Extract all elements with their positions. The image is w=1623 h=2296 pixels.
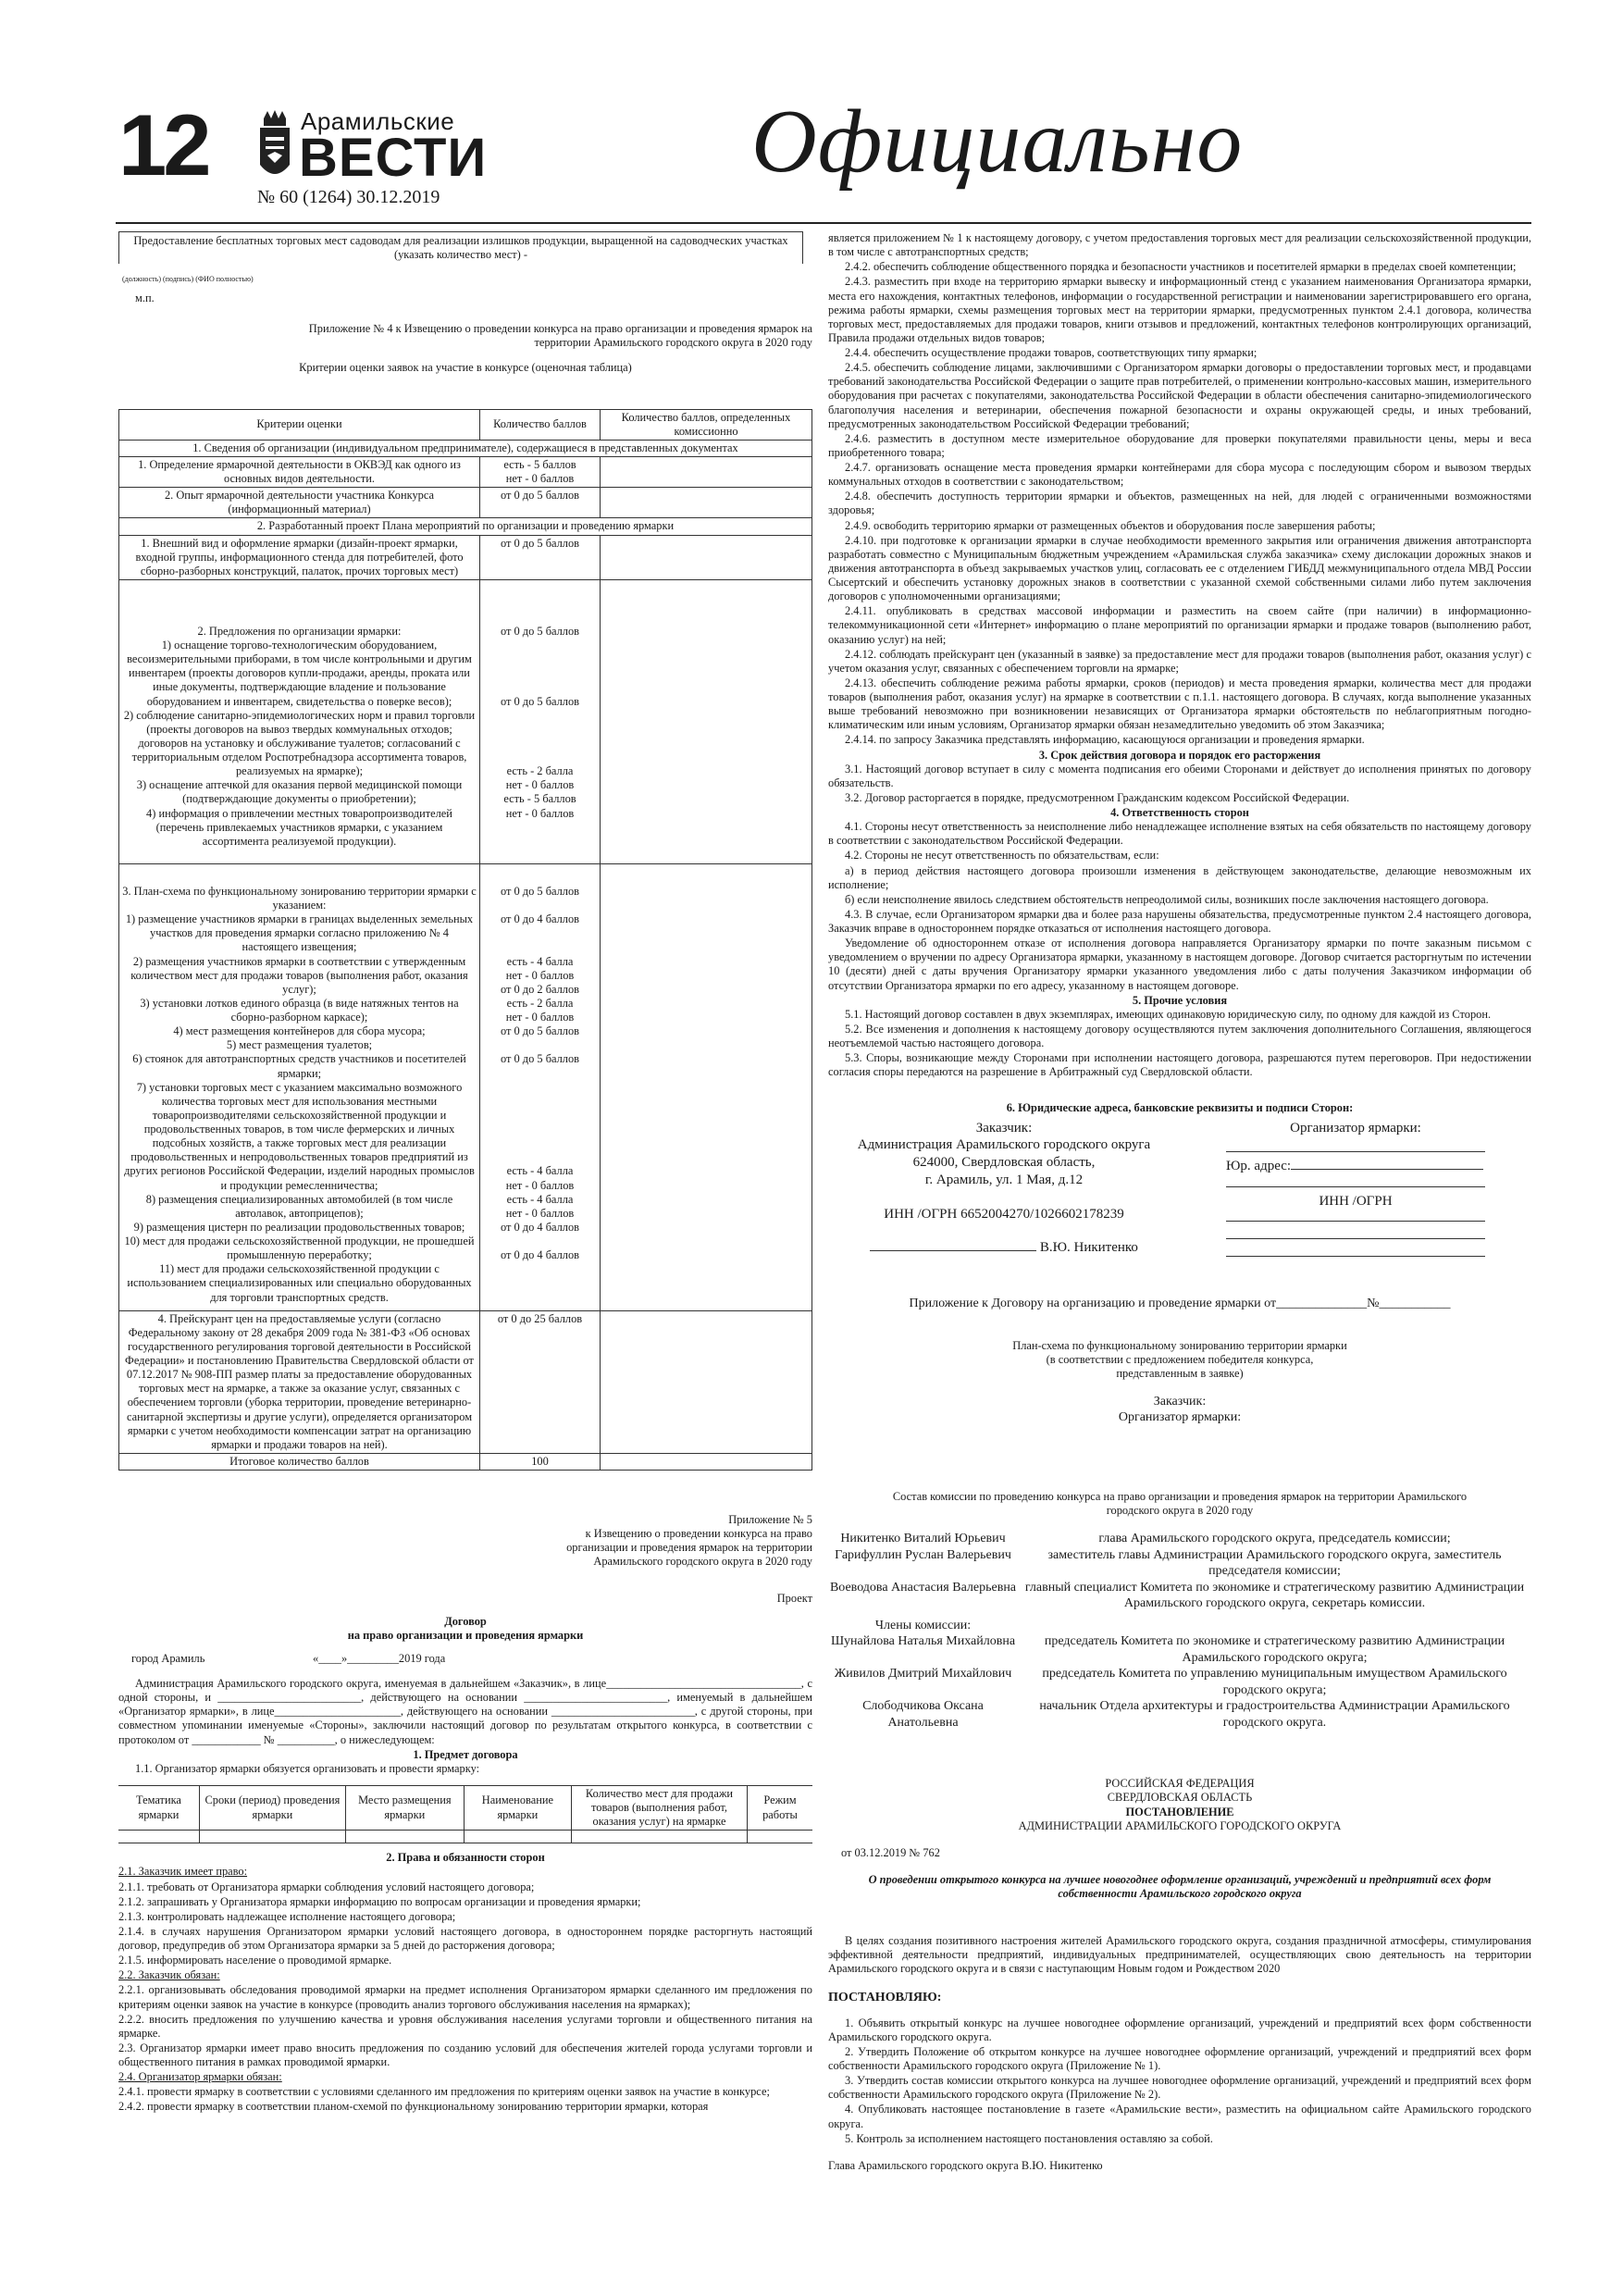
table-cell: 1. Сведения об организации (индивидуальном предпринимателе), содержащиеся в представленных документах (119, 440, 812, 456)
decree-region: СВЕРДЛОВСКАЯ ОБЛАСТЬ (1107, 1791, 1253, 1805)
customer-address-2: г. Арамиль, ул. 1 Мая, д.12 (924, 1172, 1084, 1187)
table-header-cell: Тематика ярмарки (118, 1785, 199, 1830)
table-row (119, 1310, 812, 1453)
table-cell: 100 (480, 1453, 601, 1470)
clause-1-1: 1.1. Организатор ярмарки обязуется организовать и провести ярмарку: (135, 1761, 480, 1775)
customer-label: Заказчик: (975, 1120, 1033, 1136)
table-header-cell: Количество мест для продажи товаров (выполнения работ, оказания услуг) на ярмарке (571, 1785, 747, 1830)
clause-2-4-6: 2.4.6. разместить в доступном месте измерительное оборудование для проверки покупателями правильности цены, меры и веса приобретенного товара; (828, 431, 1531, 459)
annex4-heading: Приложение № 4 к Извещению о проведении конкурса на право организации и проведения ярмарок на территории Арамильского городского округа в 2020 году (308, 322, 812, 350)
plan-organizer-label: Организатор ярмарки: (1118, 1410, 1242, 1425)
annex5-heading: Приложение № 5 к Извещению о проведении конкурса на право организации и проведения ярмарок на территории Арамильского городского округа в 2020 году (566, 1513, 812, 1569)
page-number: 12 (118, 96, 208, 193)
intro-box (118, 231, 803, 264)
list-item (828, 1698, 1531, 1731)
clause-2-4-2b: 2.4.2. обеспечить соблюдение общественного порядка и безопасности участников и посетителей ярмарки в пределах своей компетенции; (845, 260, 1517, 274)
list-item (828, 1531, 1531, 1547)
table-cell: от 0 до 25 баллов (480, 1310, 601, 1453)
decree-item-1: 1. Объявить открытый конкурс на лучшее новогоднее оформление организаций, учреждений и предприятий всех форм собственности Арамильского городского округа. (828, 2016, 1531, 2043)
clause-2-4-14: 2.4.14. по запросу Заказчика представлять информацию, касающуюся организации и проведения ярмарки. (845, 733, 1365, 747)
clause-2-1-3: 2.1.3. контролировать надлежащее исполнение настоящего договора; (118, 1909, 456, 1923)
decree-item-2: 2. Утвердить Положение об открытом конкурсе на лучшее новогоднее оформление организаций, учреждений и предприятий всех форм собственности Арамильского городского округа (Приложение № 1). (828, 2044, 1531, 2073)
plan-customer-label: Заказчик: (1153, 1394, 1207, 1409)
member-role: начальник Отдела архитектуры и градостроительства Администрации Арамильского городского округа. (1039, 1699, 1510, 1730)
table-header-cell: Наименование ярмарки (464, 1785, 571, 1830)
table-header-cell: Количество баллов, определенных комиссионно (601, 409, 812, 440)
contract-preamble: Администрация Арамильского городского округа, именуемая в дальнейшем «Заказчик», в лице__________________________________, с одной стороны, и _________________________, действующего на основании _________________________, именуемый в дальнейшем «Организатор ярмарки», в лице______________________, действующего на основании _________________________, с другой стороны, при совместном упоминании именуемые «Стороны», заключили настоящий договор по результатам открытого конкурса, в соответствии с протоколом от ____________ № __________, о нижеследующем: (118, 1677, 812, 1746)
member-name: Слободчикова Оксана Анатольевна (862, 1699, 984, 1730)
member-name: Шунайлова Наталья Михайловна (830, 1634, 1016, 1649)
right-column (828, 231, 1531, 2173)
table-cell: есть - 5 баллов нет - 0 баллов (480, 456, 601, 487)
customer-requisites (828, 1120, 1180, 1262)
decree-resolve: ПОСТАНОВЛЯЮ: (828, 1990, 942, 2004)
draft-label: Проект (776, 1591, 812, 1605)
table-row (119, 579, 812, 863)
table-header-cell: Сроки (период) проведения ярмарки (199, 1785, 345, 1830)
section-6-heading: 6. Юридические адреса, банковские реквизиты и подписи Сторон: (1006, 1101, 1354, 1115)
clause-2-4-3: 2.4.3. разместить при входе на территорию ярмарки вывеску и информационный стенд с указанием наименования Организатора ярмарки, места его нахождения, контактных телефонов, информации о государственной регистрации и наименовании зарегистрировавшего его органа, режима работы ярмарки, схемы размещения торговых мест на территории ярмарки, предусмотренных пунктом 2.4.1 договора, количества торговых мест, предоставляемых для продажи товаров, книги отзывов и предложений, контактных телефонов контролирующих организаций, Правила продажи отдельных видов товаров; (828, 275, 1531, 344)
left-column (118, 231, 812, 2116)
organizer-label: Организатор ярмарки: (1290, 1120, 1421, 1136)
table-cell: от 0 до 5 баллов (480, 535, 601, 579)
table-header-cell: Место размещения ярмарки (345, 1785, 464, 1830)
clause-2-3: 2.3. Организатор ярмарки имеет право вносить предложения по созданию условий для обеспечения жителей города услугами торговли и общественного питания в рамках проводимой ярмарки. (118, 2041, 812, 2068)
decree-item-5: 5. Контроль за исполнением настоящего постановления оставляю за собой. (845, 2131, 1213, 2145)
city-date-row (118, 1652, 812, 1666)
plan-scheme-title: План-схема по функциональному зонированию территории ярмарки (в соответствии с предложением победителя конкурса, представленным в заявке) (1012, 1338, 1347, 1380)
member-role: председатель Комитета по экономике и стратегическому развитию Администрации Арамильского городского округа; (1044, 1634, 1505, 1665)
clause-2-1-4: 2.1.4. в случаях нарушения Организатором ярмарки условий настоящего договора, в одностороннем порядке расторгнуть настоящий договор, предупредив об этом Организатора ярмарки за 5 дней до расторжения договора; (118, 1924, 812, 1952)
clause-4-2: 4.2. Стороны не несут ответственность по обязательствам, если: (845, 849, 1159, 863)
table-row (118, 1831, 812, 1843)
clause-2-2: 2.2. Заказчик обязан: (118, 1968, 220, 1982)
requisites (828, 1120, 1531, 1262)
clause-2-4-7: 2.4.7. организовать оснащение места проведения ярмарки контейнерами для сбора мусора с последующим сбором и вывозом твердых коммунальных отходов в соответствии с законодательством; (828, 461, 1531, 489)
intro-text: Предоставление бесплатных торговых мест садоводам для реализации излишков продукции, выращенной на садоводческих участках (указать количество мест) - (133, 234, 788, 262)
table-cell: Итоговое количество баллов (119, 1453, 480, 1470)
decree-type: ПОСТАНОВЛЕНИЕ (1125, 1805, 1234, 1818)
decree-date: от 03.12.2019 № 762 (841, 1845, 940, 1859)
list-item (828, 1547, 1531, 1580)
clause-4-2-a: а) в период действия настоящего договора произошли изменения в действующем законодательстве, делающие невозможным их исполнение; (828, 863, 1531, 891)
clause-4-1: 4.1. Стороны несут ответственность за неисполнение либо ненадлежащее исполнение взятых на себя обязательств по настоящему договору в соответствии с законодательством Российской Федерации. (828, 820, 1531, 848)
commission-title: Состав комиссии по проведению конкурса на право организации и проведения ярмарок на территории Арамильского городского округа в 2020 году (892, 1490, 1468, 1518)
city: город Арамиль (131, 1651, 205, 1665)
table-row (119, 863, 812, 1310)
clause-2-4-9: 2.4.9. освободить территорию ярмарки от размещенных объектов и оборудования после завершения работы; (845, 518, 1376, 532)
logo-main-text: ВЕСТИ (299, 128, 488, 188)
decree-country: РОССИЙСКАЯ ФЕДЕРАЦИЯ (1105, 1777, 1255, 1791)
table-cell: 3. План-схема по функциональному зонированию территории ярмарки с указанием: 1) размещение участников ярмарки в границах выделенных земельных участков для проведения ярмарки согласно приложению № 4 настоящего извещения; 2) размещения участников ярмарки в соответствии с утвержденным количеством мест для продажи товаров (выполнения работ, оказания услуг); 3) установки лотков единого образца (в виде натяжных тентов на сборно-разборном каркасе); 4) мест размещения контейнеров для сбора мусора; 5) мест размещения туалетов; 6) стоянок для автотранспортных средств участников и посетителей ярмарки; 7) установки торговых мест с указанием максимально возможного количества торговых мест для использования местными товаропроизводителями сельскохозяйственной продукции и продовольственных товаров, в том числе фермерских и личных подсобных хозяйств, а также торговых мест для реализации продовольственных и непродовольственных товаров предприятий из других регионов Российской Федерации, изделий народных промыслов и продукции ремесленничества; 8) размещения специализированных автомобилей (в том числе автолавок, автоприцепов); 9) размещения цистерн по реализации продовольственных товаров; 10) мест для продажи сельскохозяйственной продукции, не прошедшей промышленную переработку; 11) мест для продажи сельскохозяйственной продукции с использованием специализированных или специально оборудованных для торговли транспортных средств. (119, 863, 480, 1310)
customer-address-1: 624000, Свердловская область, (912, 1155, 1096, 1170)
member-role: председатель Комитета по управлению муниципальным имуществом Арамильского городского округа; (1042, 1667, 1507, 1697)
clause-2-4-4: 2.4.4. обеспечить осуществление продажи товаров, соответствующих типу ярмарки; (845, 346, 1258, 359)
table-cell: 2. Предложения по организации ярмарки: 1) оснащение торгово-технологическим оборудованием, весоизмерительными приборами, в том числе контрольными и другим инвентарем (проекты договоров купли-продажи, аренды, проката или иные документы, подтверждающие владение и пользование оборудованием и инвентарем, свидетельства о поверке весов); 2) соблюдение санитарно-эпидемиологических норм и правил торговли (проекты договоров на вывоз твердых коммунальных отходов; договоров на установку и обслуживание туалетов; согласований с территориальным отделом Роспотребнадзора ассортимента товаров, реализуемых на ярмарке); 3) оснащение аптечкой для оказания первой медицинской помощи (подтверждающие документы о приобретении); 4) информация о привлечении местных товаропроизводителей (перечень привлекаемых участников ярмарки, с указанием ассортимента реализуемой продукции). (119, 579, 480, 863)
member-role: глава Арамильского городского округа, председатель комиссии; (1098, 1532, 1451, 1546)
section-2-heading: 2. Права и обязанности сторон (386, 1851, 545, 1865)
decree-item-3: 3. Утвердить состав комиссии открытого конкурса на лучшее новогоднее оформление организаций, учреждений и предприятий всех форм собственности Арамильского городского округа (Приложение № 2). (828, 2074, 1531, 2102)
contract-appendix-line: Приложение к Договору на организацию и проведение ярмарки от______________№___________ (909, 1296, 1451, 1310)
clause-2-1-5: 2.1.5. информировать население о проводимой ярмарке. (118, 1954, 392, 1967)
table-cell: 1. Определение ярмарочной деятельности в ОКВЭД как одного из основных видов деятельности. (119, 456, 480, 487)
table-row (119, 488, 812, 518)
clause-2-4-2: 2.4.2. провести ярмарку в соответствии планом-схемой по функциональному зонированию территории ярмарки, которая (118, 2100, 709, 2114)
customer-signatory: В.Ю. Никитенко (1039, 1240, 1138, 1256)
decree-issuer: АДМИНИСТРАЦИИ АРАМИЛЬСКОГО ГОРОДСКОГО ОКРУГА (1018, 1818, 1342, 1832)
table-section-row (119, 518, 812, 535)
customer-signature (828, 1239, 1180, 1257)
table-cell: от 0 до 5 баллов от 0 до 5 баллов есть - 2 балла нет - 0 баллов есть - 5 баллов нет - 0 баллов (480, 579, 601, 863)
table-header-cell: Критерии оценки (119, 409, 480, 440)
clause-2-4-1: 2.4.1. провести ярмарку в соответствии с условиями сделанного им предложения по критериям оценки заявок на участие в конкурсе; (118, 2085, 770, 2099)
contract-date: «____»_________2019 года (313, 1651, 446, 1665)
list-item (828, 1580, 1531, 1612)
criteria-table-title: Критерии оценки заявок на участие в конкурсе (оценочная таблица) (299, 361, 632, 375)
table-row (119, 456, 812, 487)
fair-details-table (118, 1785, 812, 1843)
clause-5-1: 5.1. Настоящий договор составлен в двух экземплярах, имеющих одинаковую юридическую силу, по одному для каждой из Сторон. (845, 1007, 1492, 1021)
clause-4-4: Уведомление об одностороннем отказе от исполнения договора направляется Организатору ярмарки по почте заказным письмом с уведомлением о вручении по адресу Организатора ярмарки, указанному в настоящем договоре. Договор считается расторгнутым по истечении 10 (десяти) дней с даты вручения Организатору ярмарки указанного уведомления либо с даты получения Заказчиком информации об отсутствии Организатора ярмарки по его адресу, указанному в настоящем договоре. (828, 937, 1531, 992)
clause-5-3: 5.3. Споры, возникающие между Сторонами при исполнении настоящего договора, разрешаются путем переговоров. При недостижении согласия споры передаются на разрешение в Арбитражный суд Свердловской области. (828, 1051, 1531, 1079)
clause-2-4-13: 2.4.13. обеспечить соблюдение режима работы ярмарки, сроков (периодов) и места проведения ярмарки, количества мест для продажи товаров (выполнения работ, оказания услуг) на ярмарке в соответствии с п.1.1. настоящего договора. В случаях, когда выполнение указанных выше требований невозможно при возникновении независящих от Организатора ярмарки обстоятельств по неблагоприятным погодно-климатическим или иным условиям, Организатор ярмарки обязан незамедлительно уведомить об этом Заказчика; (828, 676, 1531, 732)
clause-cont: является приложением № 1 к настоящему договору, с учетом предоставления торговых мест для реализации сельскохозяйственной продукции, в том числе с автотранспортных средств; (828, 231, 1531, 259)
clause-2-1-1: 2.1.1. требовать от Организатора ярмарки соблюдения условий настоящего договора; (118, 1880, 535, 1893)
issue-number: № 60 (1264) 30.12.2019 (257, 187, 440, 207)
decree-intro: В целях создания позитивного настроения жителей Арамильского городского округа, создания праздничной атмосферы, стимулирования эффективной деятельности предприятий, индивидуальных предпринимателей, осуществляющих свою деятельность на территории Арамильского городского округа и в связи с наступающим Новым годом и Рождеством 2020 (828, 1934, 1531, 1976)
decree-signature: Глава Арамильского городского округа В.Ю. Никитенко (828, 2158, 1103, 2172)
organizer-requisites (1180, 1120, 1531, 1262)
header-rule (116, 222, 1531, 224)
clause-5-2: 5.2. Все изменения и дополнения к настоящему договору осуществляются путем заключения дополнительного Соглашения, являющегося неотъемлемой частью настоящего договора. (828, 1022, 1531, 1049)
decree-title: О проведении открытого конкурса на лучшее новогоднее оформление организаций, учреждений и предприятий всех форм собственности Арамильского городского округа (868, 1872, 1492, 1901)
table-header-row (118, 1785, 812, 1830)
table-row (119, 535, 812, 579)
customer-name: Администрация Арамильского городского округа (857, 1137, 1151, 1153)
section-3-heading: 3. Срок действия договора и порядок его расторжения (1038, 748, 1321, 762)
table-cell: от 0 до 5 баллов (480, 488, 601, 518)
list-item (828, 1633, 1531, 1666)
customer-inn: ИНН /ОГРН 6652004270/1026602178239 (884, 1206, 1124, 1222)
table-header-cell: Режим работы (747, 1785, 812, 1830)
clause-4-2-b: б) если неисполнение явилось следствием обстоятельств непреодолимой силы, возникших после заключения настоящего договора. (845, 892, 1489, 906)
clause-2-4-8: 2.4.8. обеспечить доступность территории ярмарки и объектов, размещенных на ней, для людей с ограниченными возможностями здоровья; (828, 490, 1531, 517)
table-cell: от 0 до 5 баллов от 0 до 4 баллов есть - 4 балла нет - 0 баллов от 0 до 2 баллов есть - 2 балла нет - 0 баллов от 0 до 5 баллов от 0 до 5 баллов есть - 4 балла нет - 0 баллов есть - 4 балла нет - 0 баллов от 0 до 4 баллов от 0 до 4 баллов (480, 863, 601, 1310)
member-name: Гарифуллин Руслан Валерьевич (835, 1547, 1011, 1562)
member-name: Никитенко Виталий Юрьевич (840, 1532, 1006, 1546)
organizer-inn: ИНН /ОГРН (1319, 1193, 1393, 1209)
table-cell: 2. Разработанный проект Плана мероприятий по организации и проведению ярмарки (119, 518, 812, 535)
criteria-table (118, 409, 812, 1471)
commission-list (828, 1531, 1531, 1731)
logo-top-text: Арамильские (301, 107, 455, 135)
section-4-heading: 4. Ответственность сторон (1110, 806, 1249, 819)
clause-2-4-10: 2.4.10. при подготовке к организации ярмарки в случае необходимости временного закрытия или ограничения движения автотранспорта разработать совместно с Муниципальным бюджетным учреждением «Арамильская служба заказчика» схему дислокации дорожных знаков и движения автотранспорта в объезд закрываемых участков улиц, согласовать ее с отделением ГИБДД межмуниципального отдела МВД России Сысертский и обеспечить установку дорожных знаков в соответствии с указанной схемой собственными силами либо путем заключения договоров с уполномоченными организациями; (828, 533, 1531, 603)
contract-title: Договор на право организации и проведения ярмарки (347, 1614, 584, 1642)
clause-2-1-2: 2.1.2. запрашивать у Организатора ярмарки информацию по вопросам организации и проведения ярмарки; (118, 1894, 641, 1908)
member-name: Живилов Дмитрий Михайлович (834, 1667, 1012, 1682)
table-header-cell: Количество баллов (480, 409, 601, 440)
clause-2-4-5: 2.4.5. обеспечить соблюдение лицами, заключившими с Организатором ярмарки договоры о предоставлении торговых мест, и продавцами требований законодательства Российской Федерации о защите прав потребителей, о применении контрольно-кассовых машин, измерительного оборудования при расчетах с покупателями, законодательства Российской Федерации в области обеспечения санитарно-эпидемиологического благополучия населения и ветеринарии, обеспечения пожарной безопасности и охраны окружающей среды, и иных требований, предусмотренных законодательством Российской Федерации требований; (828, 361, 1531, 430)
stamp-place: м.п. (135, 292, 155, 304)
clause-3-2: 3.2. Договор расторгается в порядке, предусмотренном Гражданским кодексом Российской Федерации. (845, 790, 1350, 804)
organizer-address (1180, 1158, 1531, 1175)
decree-item-4: 4. Опубликовать настоящее постановление в газете «Арамильские вести», разместить на официальном сайте Арамильского городского округа. (828, 2103, 1531, 2130)
organizer-address-label: Юр. адрес: (1226, 1159, 1292, 1173)
section-title: Официально (751, 92, 1244, 192)
coat-of-arms-icon (254, 107, 295, 187)
table-cell: 1. Внешний вид и оформление ярмарки (дизайн-проект ярмарки, входной группы, информационного стенда для потребителей, фото сборно-разборных конструкций, палаток, прочих торговых мест) (119, 535, 480, 579)
clause-2-4: 2.4. Организатор ярмарки обязан: (118, 2070, 282, 2084)
table-section-row (119, 440, 812, 456)
clause-4-3: 4.3. В случае, если Организатором ярмарки два и более раза нарушены обязательства, предусмотренные пунктом 2.4 настоящего договора, Заказчик вправе в одностороннем порядке отказаться от исполнения настоящего договора. (828, 907, 1531, 935)
members-label: Члены комиссии: (874, 1618, 972, 1632)
table-total-row (119, 1453, 812, 1470)
section-5-heading: 5. Прочие условия (1132, 993, 1228, 1007)
member-role: заместитель главы Администрации Арамильского городского округа, заместитель председателя комиссии; (1047, 1547, 1502, 1579)
list-item (828, 1666, 1531, 1698)
clause-2-4-12: 2.4.12. соблюдать прейскурант цен (указанный в заявке) за предоставление мест для продажи товаров (выполнения работ, оказания услуг) с учетом оказания услуг, связанных с обеспечением торговли на ярмарке; (828, 647, 1531, 675)
member-name: Воеводова Анастасия Валерьевна (829, 1580, 1017, 1595)
section-1-heading: 1. Предмет договора (413, 1747, 518, 1761)
clause-2-2-1: 2.2.1. организовывать обследования проводимой ярмарки на предмет исполнения Организатором ярмарки сделанного им предложения по критериям оценки заявок на участие в конкурсе (проводить анализ торгового обслуживания населения на ярмарках); (118, 1983, 812, 2011)
sig-caption: (должность) (подпись) (ФИО полностью) (122, 275, 254, 284)
clause-2-2-2: 2.2.2. вносить предложения по улучшению качества и уровня обслуживания населения услугами торговли и общественного питания на ярмарке. (118, 2012, 812, 2040)
clause-3-1: 3.1. Настоящий договор вступает в силу с момента подписания его обеими Сторонами и действует до исполнения принятых по договору обязательств. (828, 762, 1531, 789)
member-role: главный специалист Комитета по экономике и стратегическому развитию Администрации Арамильского городского округа, секретарь комиссии. (1024, 1580, 1525, 1611)
table-header-row (119, 409, 812, 440)
table-cell: 4. Прейскурант цен на предоставляемые услуги (согласно Федеральному закону от 28 декабря 2009 года № 381-ФЗ «Об основах государственного регулирования торговой деятельности в Российской Федерации» и постановлению Правительства Свердловской области от 07.12.2017 № 908-ПП размер платы за предоставление оборудованных торговых мест на ярмарке, а также за оказание услуг, связанных с обеспечением торговли (уборка территории, проведение ветеринарно-санитарной экспертизы и другие услуги), определяется организатором ярмарки с учетом необходимости компенсации затрат на организацию ярмарки и продажи товаров на ней). (119, 1310, 480, 1453)
clause-2-4-11: 2.4.11. опубликовать в средствах массовой информации и разместить на своем сайте (при наличии) в информационно-телекоммуникационной сети «Интернет» информацию о плане мероприятий по организации ярмарки и продаже товаров (выполнению работ, оказанию услуг) на ней; (828, 604, 1531, 646)
clause-2-1: 2.1. Заказчик имеет право: (118, 1865, 248, 1879)
table-cell: 2. Опыт ярмарочной деятельности участника Конкурса (информационный материал) (119, 488, 480, 518)
